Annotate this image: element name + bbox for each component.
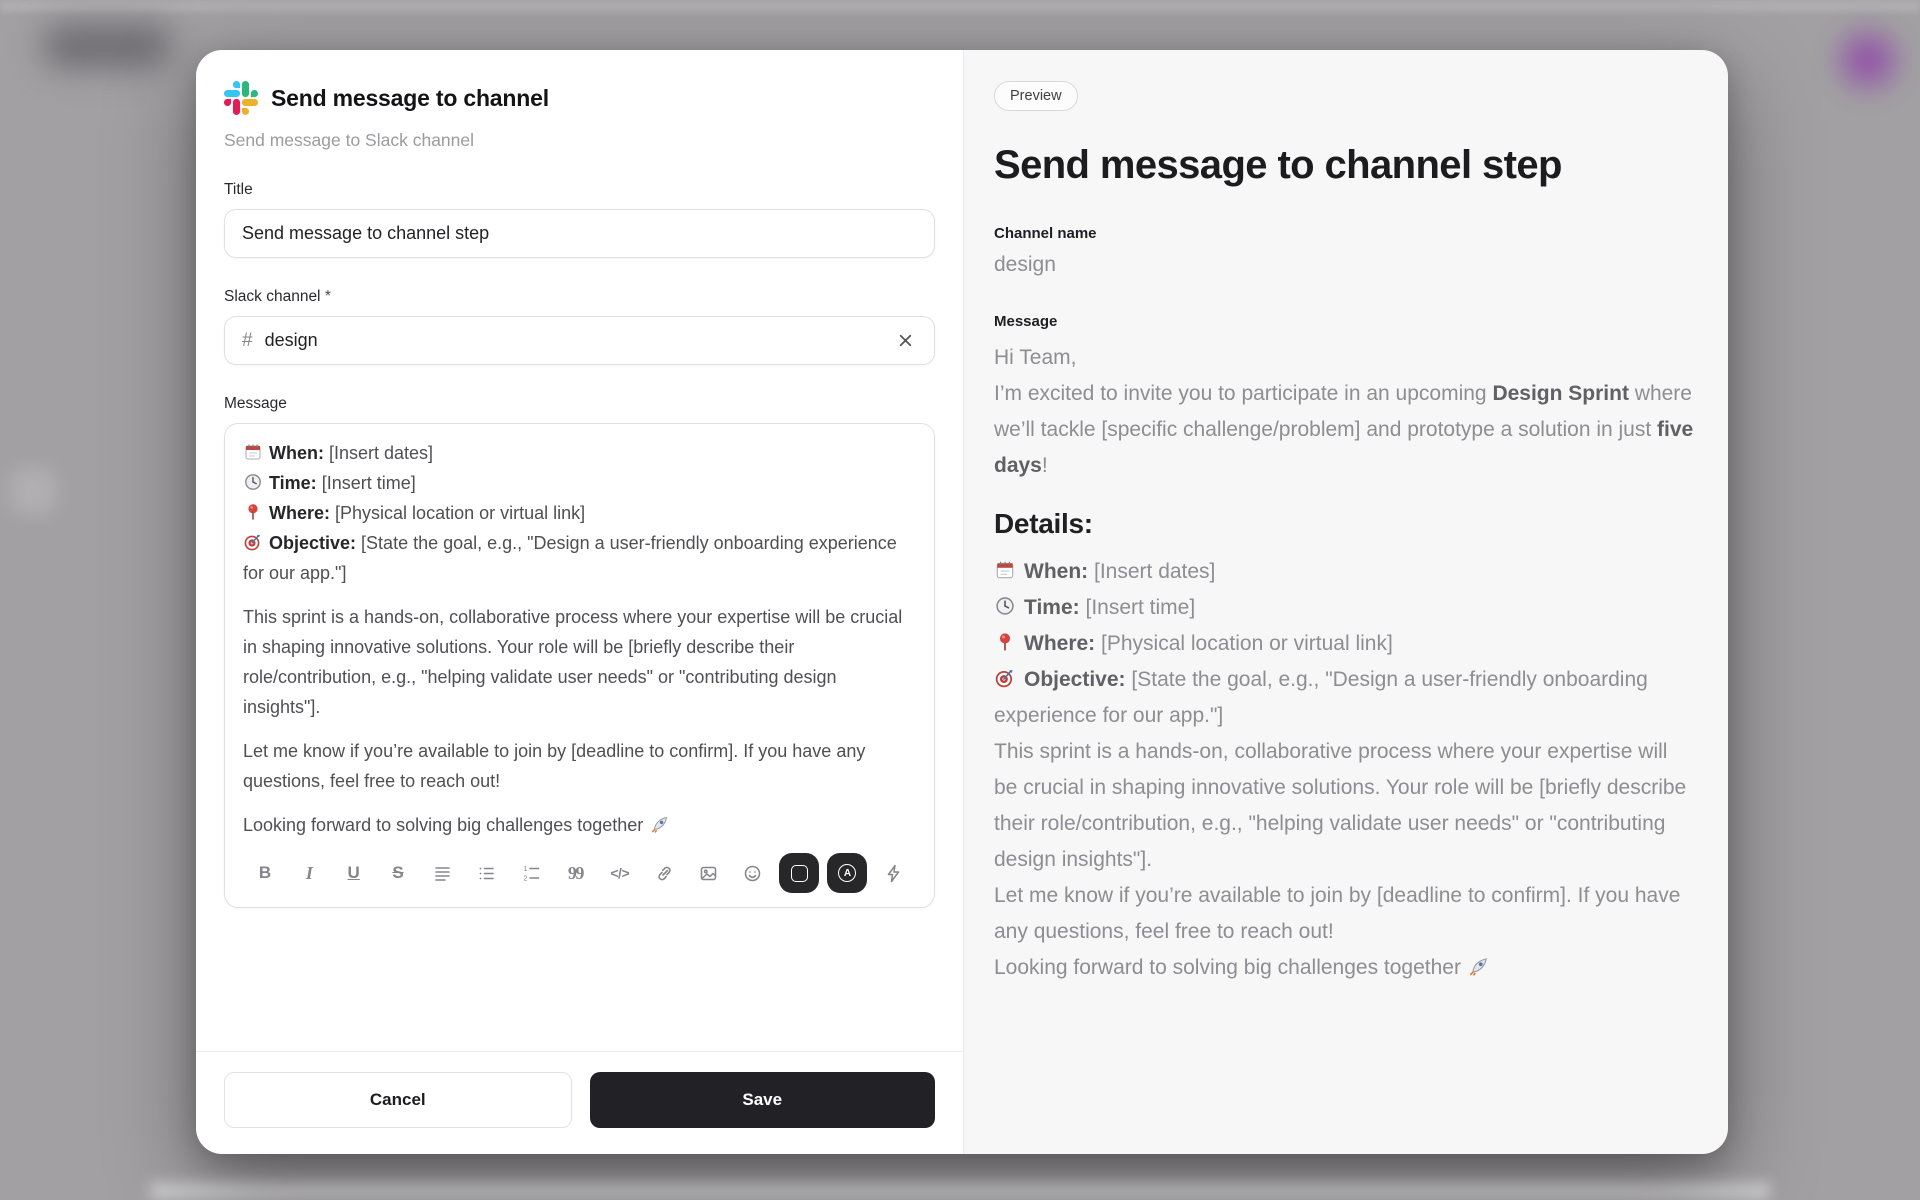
italic-button[interactable]: I (291, 855, 327, 891)
frame-icon (791, 865, 808, 882)
link-icon (655, 864, 674, 883)
form-header (224, 81, 935, 115)
mention-icon: A (838, 864, 856, 882)
preview-channel-label: Channel name (994, 225, 1097, 242)
quote-button[interactable]: 99 (557, 855, 593, 891)
slack-icon (224, 81, 258, 115)
preview-message-intro: Hi Team, I’m excited to invite you to participate in an upcoming Design Sprint where we’ll tackle [specific challenge/problem] and prototype a solution in just five days! (994, 346, 1694, 477)
align-button[interactable] (424, 855, 460, 891)
form-footer (196, 1051, 963, 1154)
hash-icon: # (242, 329, 253, 351)
calendar-emoji-icon (994, 559, 1016, 581)
background-blurred-dock (150, 1182, 1770, 1200)
target-emoji-icon (994, 667, 1016, 689)
background-blurred-logo (42, 24, 172, 68)
align-icon (433, 864, 452, 883)
svg-text:2: 2 (523, 875, 527, 882)
calendar-emoji-icon (243, 442, 263, 462)
background-avatar-blob (1822, 18, 1914, 102)
channel-label: Slack channel * (224, 288, 331, 305)
clock-emoji-icon (243, 472, 263, 492)
form-panel (196, 50, 963, 1154)
ordered-list-icon (522, 864, 541, 883)
channel-input[interactable] (224, 316, 935, 365)
modal-title: Send message to channel (271, 84, 549, 111)
underline-button[interactable]: U (336, 855, 372, 891)
clock-emoji-icon (994, 595, 1016, 617)
preview-line-objective: Objective: [State the goal, e.g., "Design a user-friendly onboarding experience for our app."] (994, 668, 1648, 727)
bold-button[interactable]: B (247, 855, 283, 891)
strikethrough-button[interactable]: S (380, 855, 416, 891)
preview-channel-value: design (994, 253, 1056, 276)
background-top-strip (0, 0, 1920, 12)
preview-details-heading: Details: (994, 508, 1093, 539)
preview-heading: Send message to channel step (994, 143, 1562, 187)
emoji-button[interactable] (735, 855, 771, 891)
send-message-modal (196, 50, 1728, 1154)
title-label: Title (224, 181, 253, 198)
code-button[interactable]: </> (602, 855, 638, 891)
image-icon (699, 864, 718, 883)
image-button[interactable] (690, 855, 726, 891)
preview-greeting: Hi Team, (994, 346, 1077, 369)
preview-line-when: When: [Insert dates] (994, 554, 1694, 590)
preview-details-body (994, 554, 1694, 986)
title-input[interactable] (224, 209, 935, 258)
rocket-emoji-icon (650, 814, 670, 834)
preview-line-where: Where: [Physical location or virtual link] (994, 626, 1694, 662)
modal-subtitle: Send message to Slack channel (224, 130, 475, 150)
mention-button[interactable] (827, 853, 867, 893)
save-button[interactable]: Save (590, 1072, 936, 1128)
pin-emoji-icon (243, 502, 263, 522)
preview-line-time: Time: [Insert time] (994, 590, 1694, 626)
ai-button[interactable] (876, 855, 912, 891)
editor-line-time: Time: [Insert time] (243, 468, 916, 498)
svg-text:1: 1 (523, 865, 527, 873)
editor-line-objective: Objective: [State the goal, e.g., "Design a user-friendly onboarding experience for our app."] (243, 533, 897, 583)
preview-paragraph: Let me know if you’re available to join by [deadline to confirm]. If you have any questions, feel free to reach out! (994, 884, 1681, 943)
cancel-button[interactable]: Cancel (224, 1072, 572, 1128)
preview-badge: Preview (994, 81, 1078, 111)
target-emoji-icon (243, 532, 263, 552)
message-label: Message (224, 395, 287, 412)
ordered-list-button[interactable] (513, 855, 549, 891)
editor-paragraph: This sprint is a hands-on, collaborative process where your expertise will be crucial in shaping innovative solutions. Your role will be [briefly describe their role/contribution, e.g., "helping validate user needs" or "contributing design insights"]. (243, 607, 903, 717)
close-icon (897, 332, 914, 349)
background-blurred-tile (10, 468, 56, 514)
preview-paragraph: This sprint is a hands-on, collaborative process where your expertise will be crucial in shaping innovative solutions. Your role will be [briefly describe their role/contribution, e.g., "helping validate user needs" or "contributing design insights"]. (994, 740, 1687, 871)
editor-toolbar (243, 847, 916, 897)
rocket-emoji-icon (1468, 955, 1490, 977)
emoji-icon (743, 864, 762, 883)
editor-paragraph-closing: Looking forward to solving big challenges together (243, 810, 916, 840)
link-button[interactable] (646, 855, 682, 891)
preview-panel (963, 50, 1728, 1154)
required-asterisk: * (324, 288, 331, 305)
preview-message-label: Message (994, 313, 1058, 330)
frame-button[interactable] (779, 853, 819, 893)
title-field (224, 181, 935, 258)
bullet-list-icon (477, 864, 496, 883)
message-editor[interactable] (224, 423, 935, 908)
lightning-icon (884, 864, 903, 883)
message-field (224, 395, 935, 908)
editor-paragraph: Let me know if you’re available to join by [deadline to confirm]. If you have any questions, feel free to reach out! (243, 741, 866, 791)
editor-line-when: When: [Insert dates] (243, 438, 916, 468)
editor-line-where: Where: [Physical location or virtual link] (243, 498, 916, 528)
bullet-list-button[interactable] (469, 855, 505, 891)
pin-emoji-icon (994, 631, 1016, 653)
bold-five-days: five days (994, 418, 1694, 477)
bold-design-sprint: Design Sprint (1492, 382, 1629, 405)
channel-field (224, 288, 935, 365)
clear-channel-button[interactable] (891, 327, 919, 355)
editor-content (243, 438, 916, 840)
preview-paragraph-closing: Looking forward to solving big challenges together (994, 950, 1694, 986)
channel-value: design (264, 330, 318, 350)
